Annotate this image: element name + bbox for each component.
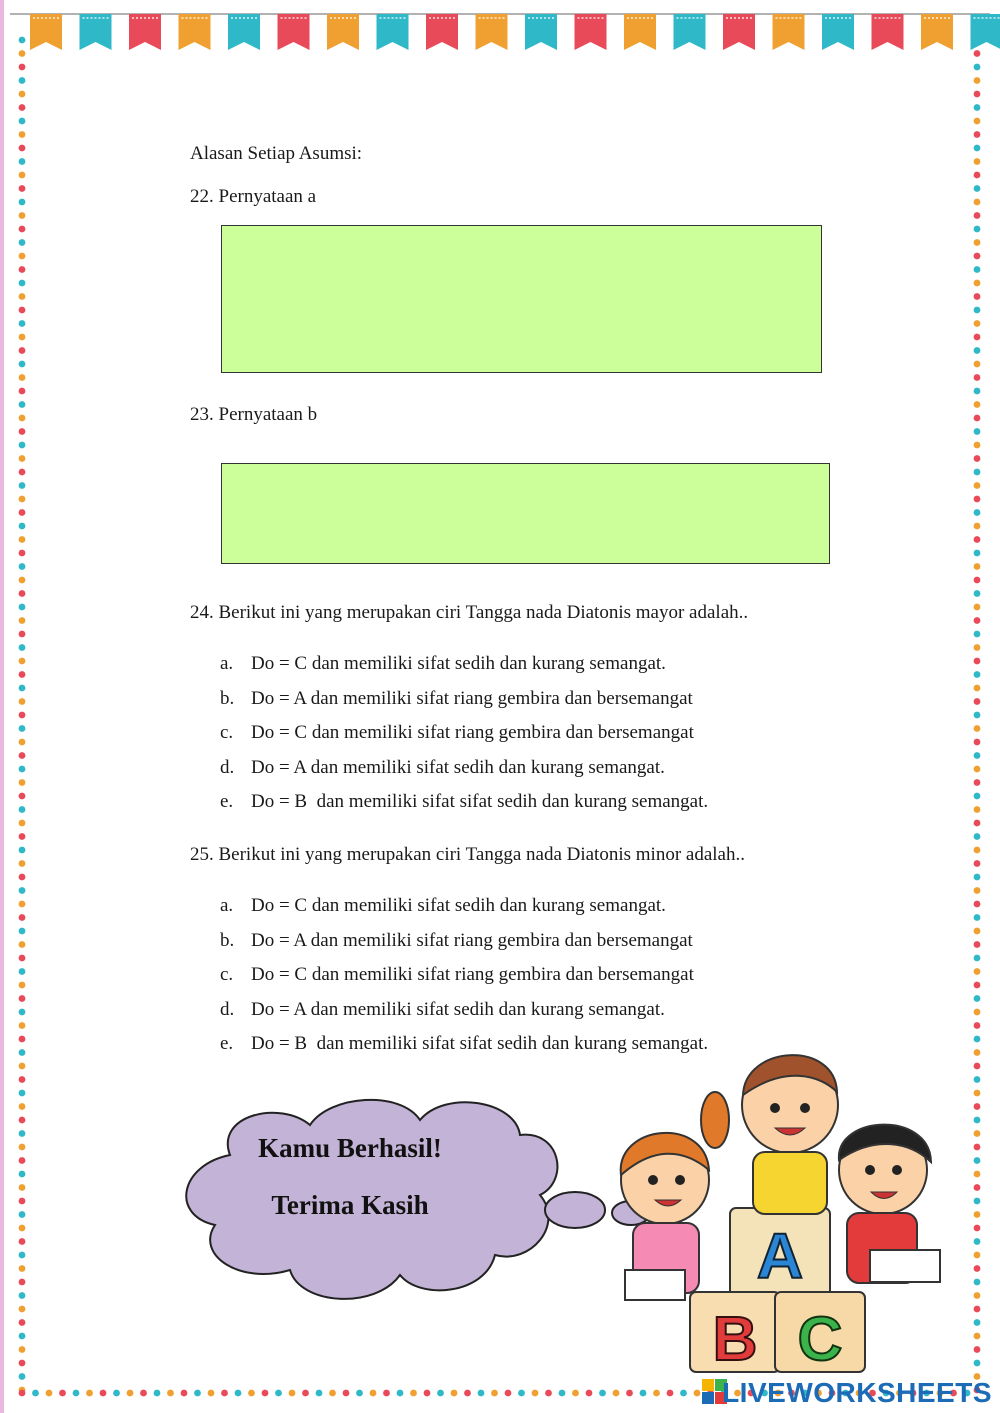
section-heading: Alasan Setiap Asumsi: (190, 143, 363, 164)
question-25-label: 25. Berikut ini yang merupakan ciri Tangga nada Diatonis minor adalah.. (190, 844, 745, 865)
option-item (220, 682, 708, 717)
bunting-flag (476, 14, 508, 50)
bunting-flag (971, 14, 1000, 50)
option-letter: a. (220, 895, 234, 916)
bunting-flag (228, 14, 260, 50)
bunting-flag (921, 14, 953, 50)
bunting-flag (872, 14, 904, 50)
bunting-flag (624, 14, 656, 50)
cloud-text-line1: Kamu Berhasil! (258, 1133, 442, 1163)
question-24-label: 24. Berikut ini yang merupakan ciri Tangga nada Diatonis mayor adalah.. (190, 602, 749, 623)
question-24-options (220, 647, 708, 820)
bunting-flag (80, 14, 112, 50)
option-letter: b. (220, 687, 235, 709)
bunting-flag (674, 14, 706, 50)
option-letter: a. (220, 653, 234, 674)
option-letter: d. (220, 998, 235, 1020)
option-text: Do = A dan memiliki sifat sedih dan kurang semangat. (251, 998, 665, 1020)
option-item (220, 716, 708, 751)
option-text: Do = C dan memiliki sifat sedih dan kurang semangat. (251, 895, 666, 916)
liveworksheets-watermark: LIVEWORKSHEETS (722, 1377, 992, 1408)
option-text: Do = C dan memiliki sifat riang gembira dan bersemangat (251, 964, 694, 986)
bunting-flag (129, 14, 161, 50)
cloud-text-line2: Terima Kasih (271, 1190, 429, 1220)
option-item (220, 751, 708, 786)
option-text: Do = A dan memiliki sifat riang gembira dan bersemangat (251, 929, 693, 951)
option-letter: c. (220, 722, 234, 744)
option-item (220, 924, 708, 959)
question-23-label: 23. Pernyataan b (190, 404, 318, 425)
bunting-flag (723, 14, 755, 50)
option-text: Do = B dan memiliki sifat sifat sedih dan kurang semangat. (251, 791, 709, 813)
bunting-flag (575, 14, 607, 50)
bunting-flag (278, 14, 310, 50)
option-letter: e. (220, 791, 234, 813)
option-letter: b. (220, 929, 235, 951)
bunting-flag (179, 14, 211, 50)
bunting-flag (377, 14, 409, 50)
option-item (220, 993, 708, 1028)
option-item (220, 647, 708, 682)
bunting-flag (773, 14, 805, 50)
bunting-flag (30, 14, 62, 50)
block-a-letter: A (756, 1220, 804, 1292)
bunting-flag (822, 14, 854, 50)
question-22-label: 22. Pernyataan a (190, 186, 317, 207)
block-b-letter: B (712, 1305, 758, 1374)
option-letter: d. (220, 756, 235, 778)
option-letter: e. (220, 1033, 234, 1055)
option-item (220, 958, 708, 993)
option-text: Do = B dan memiliki sifat sifat sedih dan kurang semangat. (251, 1033, 709, 1055)
option-letter: c. (220, 964, 234, 986)
block-c-letter: C (797, 1305, 843, 1374)
option-text: Do = C dan memiliki sifat riang gembira dan bersemangat (251, 722, 694, 744)
option-text: Do = C dan memiliki sifat sedih dan kurang semangat. (251, 653, 666, 674)
bunting-flag (327, 14, 359, 50)
option-item (220, 889, 708, 924)
answer-box-22[interactable] (221, 225, 822, 373)
option-text: Do = A dan memiliki sifat riang gembira dan bersemangat (251, 687, 693, 709)
kids-abc-illustration (585, 1030, 965, 1380)
option-item (220, 785, 708, 820)
option-text: Do = A dan memiliki sifat sedih dan kurang semangat. (251, 756, 665, 778)
bunting-flag (426, 14, 458, 50)
bunting-flag (525, 14, 557, 50)
answer-box-23[interactable] (221, 463, 830, 564)
